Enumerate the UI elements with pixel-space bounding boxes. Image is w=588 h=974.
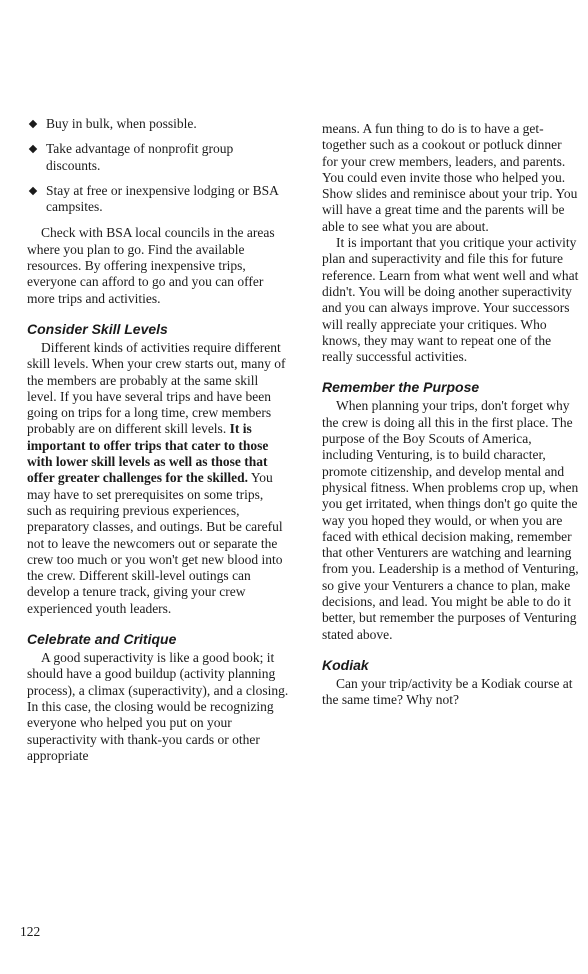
skill-levels-heading: Consider Skill Levels [27, 320, 168, 337]
diamond-bullet-icon [29, 120, 37, 128]
skill-levels-paragraph [27, 340, 289, 617]
skill-text-emphasis: It is important to offer trips that cater to those with lower skill levels as well as those that offer greater challenges for the skilled. [27, 421, 269, 486]
page-number: 122 [20, 924, 41, 939]
right-column [322, 121, 580, 709]
list-item-text: Stay at free or inexpensive lodging or BSA campsites. [46, 182, 279, 215]
list-item [27, 116, 289, 132]
tips-list [27, 116, 289, 215]
list-item-text: Take advantage of nonprofit group discounts. [46, 141, 234, 173]
diamond-bullet-icon [29, 187, 37, 195]
check-councils-paragraph: Check with BSA local councils in the areas where you plan to go. Find the available resources. By offering inexpensive trips, everyone can afford to go and you can offer more trips and activities. [27, 225, 275, 306]
diamond-bullet-icon [29, 145, 37, 153]
celebrate-critique-heading: Celebrate and Critique [27, 631, 177, 648]
skill-text-intro: Different kinds of activities require different skill levels. When your crew starts out, many of the members are probably at the same skill level. If you have several trips and have been going on trips for a long time, crew members probably are on different skill levels. [27, 339, 286, 437]
list-item [27, 141, 289, 174]
list-item [27, 183, 289, 216]
left-column [27, 116, 289, 764]
list-item-text: Buy in bulk, when possible. [46, 116, 197, 131]
kodiak-heading: Kodiak [322, 656, 369, 673]
remember-purpose-heading: Remember the Purpose [322, 379, 480, 396]
kodiak-paragraph: Can your trip/activity be a Kodiak course at the same time? Why not? [322, 675, 573, 708]
continued-paragraph: means. A fun thing to do is to have a get-together such as a cookout or potluck dinner for your crew members, leaders, and parents. You could even invite those who helped you. Show slides and reminisce about your trip. You will have a great time and the parents will be able to see what you are about. [322, 121, 578, 234]
critique-paragraph: It is important that you critique your activity plan and superactivity and file this for future reference. Learn from what went well and what didn't. You will be doing another superactivity and you can always improve. Your successors will really appreciate your critiques. Who knows, they may want to repeat one of the really successful activities. [322, 235, 579, 365]
skill-text-rest: You may have to set prerequisites on some trips, such as requiring previous experiences, preparatory classes, and outings. But be careful not to leave the newcomers out or separate the crew too much or you won't get new blood into the crew. Different skill-level outings can develop a tenure track, giving your crew experienced youth leaders. [27, 470, 283, 616]
purpose-paragraph: When planning your trips, don't forget why the crew is doing all this in the first place. The purpose of the Boy Scouts of America, including Venturing, is to build character, promote citizenship, and develop mental and physical fitness. When problems crop up, when you get irritated, when things don't go quite the way you hoped they would, or when you are faced with ethical decision making, remember that other Venturers are watching and learning from you. Leadership is a method of Venturing, so give your Venturers a chance to plan, make decisions, and lead. You might be able to do it better, but remember the purposes of Venturing stated above. [322, 398, 579, 642]
celebrate-paragraph: A good superactivity is like a good book; it should have a good buildup (activity planning process), a climax (superactivity), and a closing. In this case, the closing would be recognizing everyone who helped you put on your superactivity with thank-you cards or other appropriate [27, 650, 289, 763]
